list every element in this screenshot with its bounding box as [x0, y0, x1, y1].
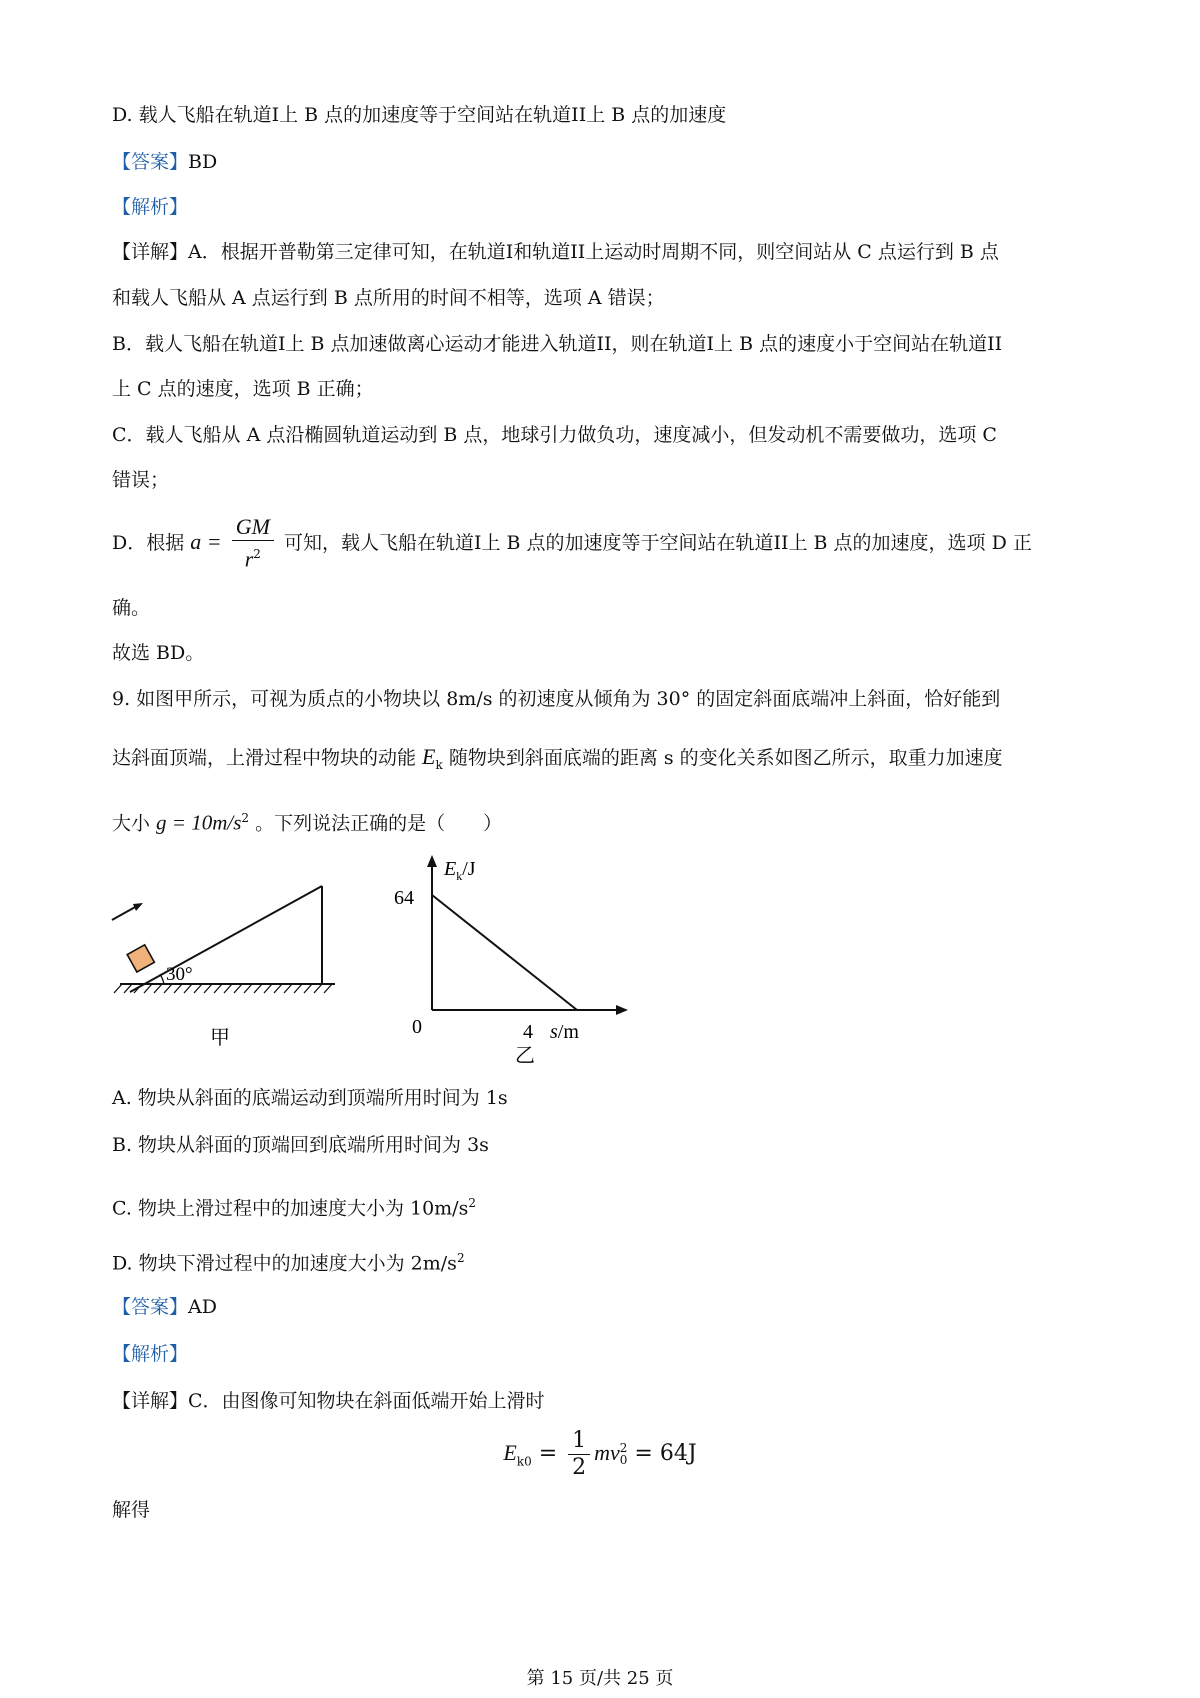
- angle-label: 30°: [166, 964, 193, 985]
- q8-detail-d-1: [112, 512, 1032, 574]
- q9-solve: 解得: [112, 1499, 151, 1521]
- q8-detail-b-1: B．载人飞船在轨道I上 B 点加速做离心运动才能进入轨道II，则在轨道I上 B 点的速度小于空间站在轨道II: [112, 333, 1003, 355]
- q8-detail-a-1: 【详解】A．根据开普勒第三定律可知，在轨道I和轨道II上运动时周期不同，则空间站从 C 点运行到 B 点: [112, 241, 999, 263]
- figure-jia: [100, 880, 360, 1070]
- q9-detail-c: 【详解】C．由图像可知物块在斜面低端开始上滑时: [112, 1390, 545, 1412]
- answer-label: 【答案】: [112, 151, 189, 173]
- incline-line: [130, 886, 322, 992]
- y-tick-label: 64: [394, 887, 414, 909]
- ek-series-line: [432, 895, 577, 1010]
- formula-fraction: [232, 514, 274, 573]
- ground-hatch: [114, 984, 332, 993]
- q8-detail-b-2: 上 C 点的速度，选项 B 正确；: [112, 378, 374, 400]
- q8-detail-d-2: 确。: [112, 597, 151, 619]
- q8-detail-c-1: C．载人飞船从 A 点沿椭圆轨道运动到 B 点，地球引力做负功，速度减小，但发动机不需要做功，选项 C: [112, 424, 997, 446]
- x-tick-label: 4: [523, 1021, 533, 1043]
- x-axis-arrow: [616, 1005, 628, 1015]
- q8-detail-c-2: 错误；: [112, 469, 170, 491]
- caption-jia: 甲: [210, 1025, 230, 1049]
- q8-answer: [112, 150, 217, 174]
- block: [127, 945, 154, 972]
- ek0-equation: $E_{k0}$ = $\frac{1}{2}$ mv 2 0 = 64J: [503, 1427, 697, 1480]
- eq-fraction: $\frac{1}{2}$: [568, 1428, 590, 1481]
- caption-yi: 乙: [515, 1043, 535, 1067]
- answer-label: 【答案】: [112, 1296, 189, 1318]
- origin-label: 0: [412, 1016, 422, 1038]
- formula-lhs: a =: [190, 529, 222, 554]
- arrow-head: [133, 903, 143, 911]
- detail-d-suffix: 可知，载人飞船在轨道I上 B 点的加速度等于空间站在轨道II上 B 点的加速度，选项 D 正: [283, 532, 1032, 554]
- velocity-arrow: [112, 906, 137, 920]
- q9-analysis-label: 【解析】: [112, 1343, 189, 1365]
- q9-option-b: B. 物块从斜面的顶端回到底端所用时间为 3s: [112, 1134, 489, 1156]
- q9-stem-3: 大小 $g = 10m/s^2$ 。下列说法正确的是（ ）: [112, 810, 503, 835]
- figure-yi-chart: [390, 855, 660, 1070]
- page-footer: 第 15 页/共 25 页: [526, 1668, 674, 1689]
- answer-value: AD: [188, 1296, 217, 1318]
- q8-option-d: D. 载人飞船在轨道I上 B 点的加速度等于空间站在轨道II上 B 点的加速度: [112, 104, 727, 126]
- x-axis-label: s/m: [550, 1021, 579, 1043]
- angle-arc: [160, 974, 164, 984]
- q9-answer: [112, 1295, 217, 1319]
- y-axis-label: $E_k/J$: [444, 858, 476, 883]
- formula-denominator: $r^2$: [244, 546, 261, 572]
- answer-value: BD: [188, 151, 218, 173]
- q9-option-d: D. 物块下滑过程中的加速度大小为 $2m/s^2$: [112, 1251, 465, 1275]
- q9-option-a: A. 物块从斜面的底端运动到顶端所用时间为 1s: [112, 1087, 508, 1109]
- q9-stem-2: 达斜面顶端，上滑过程中物块的动能 $E_k$ 随物块到斜面底端的距离 s 的变化关系如图乙所示，取重力加速度: [112, 744, 1003, 772]
- q8-conclusion: 故选 BD。: [112, 642, 205, 664]
- q9-stem-1: 9. 如图甲所示，可视为质点的小物块以 8m/s 的初速度从倾角为 30° 的固定斜面底端冲上斜面，恰好能到: [112, 688, 1001, 710]
- y-axis-arrow: [427, 855, 437, 867]
- q8-detail-a-2: 和载人飞船从 A 点运行到 B 点所用的时间不相等，选项 A 错误；: [112, 287, 665, 309]
- q9-option-c: C. 物块上滑过程中的加速度大小为 $10m/s^2$: [112, 1196, 476, 1220]
- q8-analysis-label: 【解析】: [112, 196, 189, 218]
- formula-numerator: GM: [232, 514, 274, 541]
- detail-d-prefix: D．根据: [112, 532, 185, 554]
